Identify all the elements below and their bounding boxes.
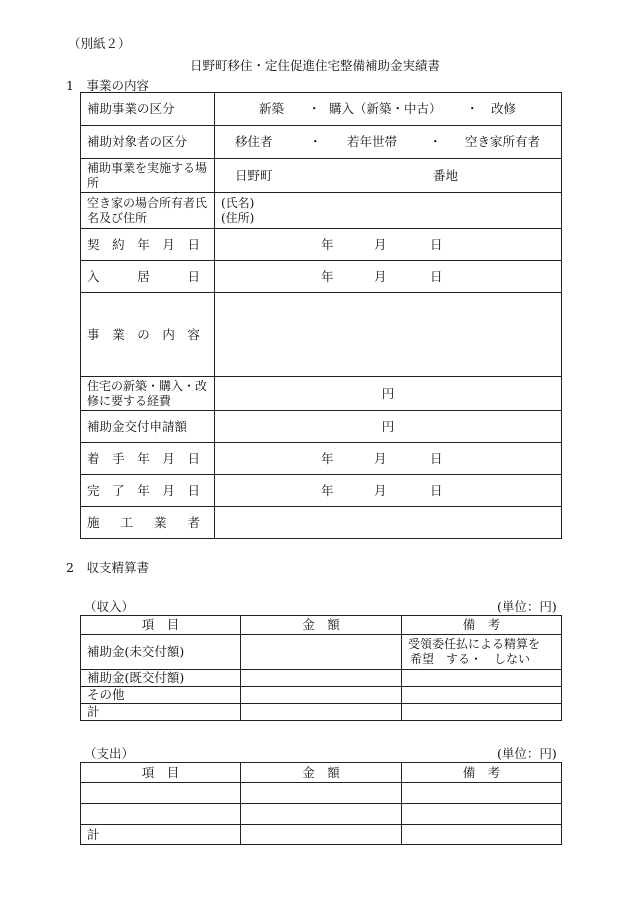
label-location: 補助事業を実施する場所 — [81, 159, 215, 193]
header-note: 備 考 — [402, 616, 562, 635]
label-char: 約 — [112, 236, 125, 252]
spaced-label — [87, 327, 208, 343]
spaced-label — [87, 237, 208, 253]
day-unit: 日 — [430, 236, 443, 252]
value-contract-date[interactable] — [215, 229, 562, 261]
option-young-household[interactable]: 若年世帯 — [347, 134, 398, 150]
label-char: 内 — [162, 326, 175, 342]
value-request[interactable]: 円 — [215, 411, 562, 443]
expense-note[interactable] — [402, 825, 562, 845]
expense-note[interactable] — [402, 804, 562, 825]
value-content[interactable] — [215, 293, 562, 377]
label-project-category: 補助事業の区分 — [81, 93, 215, 126]
owner-name: (氏名) — [221, 195, 255, 210]
option-vacant-house-owner[interactable]: 空き家所有者 — [465, 134, 541, 150]
income-table — [80, 615, 562, 721]
annex-label: （別紙２） — [68, 36, 131, 51]
value-project-category — [215, 93, 562, 126]
expense-header-row — [81, 763, 562, 783]
month-unit: 月 — [374, 450, 387, 466]
label-char: 手 — [112, 450, 125, 466]
label-contractor — [81, 507, 215, 539]
spaced-label — [87, 483, 208, 499]
value-cost[interactable]: 円 — [215, 377, 562, 411]
row-target-category — [81, 126, 562, 159]
header-item: 項 目 — [81, 616, 241, 635]
income-unit-note: (単位：円) — [497, 599, 557, 614]
label-char: 着 — [87, 450, 100, 466]
label-end-date — [81, 475, 215, 507]
row-location — [81, 159, 562, 193]
label-char: 月 — [162, 236, 175, 252]
header-item: 項 目 — [81, 763, 241, 783]
year-unit: 年 — [321, 450, 334, 466]
row-cost — [81, 377, 562, 411]
label-char: 年 — [137, 450, 150, 466]
separator-dot: ・ — [308, 101, 321, 117]
expense-amount[interactable] — [241, 804, 402, 825]
row-move-in — [81, 261, 562, 293]
row-contract-date — [81, 229, 562, 261]
expense-item[interactable] — [81, 783, 241, 804]
page-title: 日野町移住・定住促進住宅整備補助金実績書 — [189, 58, 440, 73]
value-start-date[interactable] — [215, 443, 562, 475]
label-char: 日 — [187, 482, 200, 498]
label-char: の — [137, 326, 150, 342]
expense-amount[interactable] — [241, 783, 402, 804]
value-end-date[interactable] — [215, 475, 562, 507]
year-unit: 年 — [321, 482, 334, 498]
value-contractor[interactable] — [215, 507, 562, 539]
label-char: 日 — [187, 236, 200, 252]
spaced-label — [87, 515, 208, 531]
header-note: 備 考 — [402, 763, 562, 783]
label-char: 工 — [120, 514, 133, 530]
table-row — [81, 670, 562, 687]
row-owner — [81, 193, 562, 229]
table-row — [81, 804, 562, 825]
label-char: 業 — [153, 514, 167, 530]
header-amount: 金 額 — [241, 616, 402, 635]
note-line-1: 受領委任払による精算を — [408, 637, 541, 651]
expense-table — [80, 762, 562, 845]
label-owner: 空き家の場合所有者氏名及び住所 — [81, 193, 215, 229]
option-renovation[interactable]: 改修 — [491, 101, 517, 117]
day-unit: 日 — [430, 268, 443, 284]
table-row — [81, 825, 562, 845]
label-char: 事 — [87, 326, 100, 342]
value-target-category — [215, 126, 562, 159]
table-row — [81, 635, 562, 670]
label-char: 入 — [87, 268, 100, 284]
label-target-category: 補助対象者の区分 — [81, 126, 215, 159]
label-char: 月 — [162, 482, 175, 498]
expense-caption: （支出） — [84, 746, 135, 761]
section1-heading: 1 事業の内容 — [66, 78, 149, 93]
section2-heading: 2 収支精算書 — [66, 560, 149, 575]
spaced-label — [87, 269, 208, 285]
option-purchase[interactable]: 購入（新築・中古） — [329, 101, 442, 117]
year-unit: 年 — [321, 268, 334, 284]
table-row — [81, 783, 562, 804]
label-start-date — [81, 443, 215, 475]
location-town: 日野町 — [235, 167, 273, 183]
separator-dot: ・ — [309, 134, 322, 150]
income-item: 補助金(未交付額) — [81, 635, 241, 670]
value-move-in[interactable] — [215, 261, 562, 293]
row-end-date — [81, 475, 562, 507]
separator-dot: ・ — [429, 134, 442, 150]
project-details-table — [80, 92, 562, 539]
income-note[interactable] — [402, 687, 562, 704]
separator-dot: ・ — [466, 101, 479, 117]
value-owner[interactable] — [215, 193, 562, 229]
table-row — [81, 704, 562, 721]
label-char: 居 — [137, 268, 150, 284]
option-new-build[interactable]: 新築 — [259, 101, 285, 117]
spaced-label — [87, 451, 208, 467]
month-unit: 月 — [374, 268, 387, 284]
row-contractor — [81, 507, 562, 539]
label-cost: 住宅の新築・購入・改修に要する経費 — [81, 377, 215, 411]
label-request: 補助金交付申請額 — [81, 411, 215, 443]
note-line-2[interactable]: 希望 する・ しない — [410, 652, 531, 666]
month-unit: 月 — [374, 482, 387, 498]
expense-item[interactable] — [81, 804, 241, 825]
income-item: その他 — [81, 687, 241, 704]
location-lot: 番地 — [433, 167, 459, 183]
owner-address: (住所) — [221, 210, 255, 225]
label-char: 年 — [137, 482, 150, 498]
income-amount[interactable] — [241, 635, 402, 670]
table-row — [81, 687, 562, 704]
row-start-date — [81, 443, 562, 475]
label-char: 日 — [187, 268, 200, 284]
label-char: 完 — [87, 482, 100, 498]
income-amount[interactable] — [241, 687, 402, 704]
expense-note[interactable] — [402, 783, 562, 804]
label-move-in — [81, 261, 215, 293]
expense-item: 計 — [81, 825, 241, 845]
expense-amount[interactable] — [241, 825, 402, 845]
income-note — [402, 635, 562, 670]
income-item: 計 — [81, 704, 241, 721]
income-amount[interactable] — [241, 704, 402, 721]
day-unit: 日 — [430, 450, 443, 466]
label-char: 施 — [87, 514, 100, 530]
day-unit: 日 — [430, 482, 443, 498]
income-header-row — [81, 616, 562, 635]
income-note[interactable] — [402, 670, 562, 687]
label-char: 者 — [187, 514, 200, 530]
income-note[interactable] — [402, 704, 562, 721]
row-content — [81, 293, 562, 377]
label-char: 年 — [137, 236, 150, 252]
income-amount[interactable] — [241, 670, 402, 687]
label-char: 了 — [112, 482, 125, 498]
label-char: 容 — [187, 326, 200, 342]
value-location[interactable] — [215, 159, 562, 193]
year-unit: 年 — [321, 236, 334, 252]
label-contract-date — [81, 229, 215, 261]
income-caption: （収入） — [84, 599, 135, 614]
label-char: 契 — [87, 236, 100, 252]
label-char: 業 — [112, 326, 125, 342]
header-amount: 金 額 — [241, 763, 402, 783]
income-item: 補助金(既交付額) — [81, 670, 241, 687]
month-unit: 月 — [374, 236, 387, 252]
row-project-category — [81, 93, 562, 126]
label-content — [81, 293, 215, 377]
label-char: 月 — [162, 450, 175, 466]
row-request — [81, 411, 562, 443]
expense-unit-note: (単位：円) — [497, 746, 557, 761]
option-migrant[interactable]: 移住者 — [235, 134, 273, 150]
label-char: 日 — [187, 450, 200, 466]
